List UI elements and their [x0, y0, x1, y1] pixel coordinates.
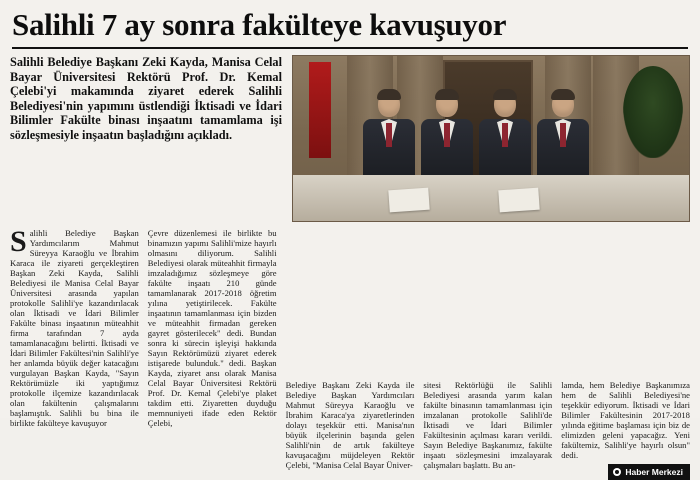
photo-person-head — [494, 91, 516, 117]
column-photo-offset — [561, 228, 690, 380]
column-photo-offset — [286, 228, 415, 380]
photo-document — [388, 188, 429, 213]
article-column-text: Belediye Başkanı Zeki Kayda ile Belediye Başkan Yardımcıları Mahmut Süreyya Karaoğlu ve İbrahim Karaca'ya ziyaretlerinden dolayı teşekkür etti. Manisa'nın büyük ilçelerinin başında gelen Salihli'nin de artık fakülteye kavuşacağını müjdeleyen Rektör Çelebi, "Manisa Celal Bayar Üniver- — [285, 380, 415, 470]
article-column-text: sitesi Rektörlüğü ile Salihli Belediyesi arasında yarım kalan fakülte binasının tamamlanması için imzalanan protokolle Salihli'de İktisadi ve İdari Bilimler Fakültesinin açılması kararı verildi. Sayın Belediye Başkanımız, fakülte inşaatı sözleşmesini imzalayarak çalışmaları başlattı. Bu an- — [423, 380, 553, 470]
photo-person-head — [552, 91, 574, 117]
photo-person-hair — [435, 89, 459, 100]
article-column: Çevre düzenlemesi ile birlikte bu binamızın yapımı Salihli'mize hayırlı olmasını diliyorum. Salihli Belediyesi olarak müteahhit firmayla imzaladığımız sözleşmeye göre fakülte inşaatı 210 günde tamamlanarak 2017-2018 öğretim yılına yetiştirilecek. Fakülte inşaatının tamamlanması için bizden ve müteahhit firmadan gereken gayret gösterilecek" dedi. Bundan sonra ki sürecin işleyişi hakkında Sayın Rektörümüzü ziyaret ederek istişarede bulunduk." dedi. Başkan Kayda, ziyaret ansı olarak Manisa Celal Bayar Üniversitesi Rektörü Prof. Dr. Kemal Çelebi'ye plaket takdim etti. Ziyaretten duyduğu memnuniyeti ifade eden Rektör Çelebi, — [147, 228, 277, 428]
photo-person — [421, 91, 473, 181]
photo-person-hair — [377, 89, 401, 100]
photo-person-hair — [493, 89, 517, 100]
flag-icon — [309, 62, 331, 158]
photo-person-tie — [386, 123, 392, 147]
photo-table — [293, 175, 689, 221]
article-photo — [292, 55, 690, 222]
photo-person-tie — [444, 123, 450, 147]
photo-document — [498, 188, 539, 213]
photo-person-body — [479, 119, 531, 181]
photo-person — [537, 91, 589, 181]
article-column-text: lamda, hem Belediye Başkanımıza hem de Salihli Belediyesi'ne teşekkür ediyorum. İktisadi ve İdari Bilimler Fakültesinin 2017-2018 yılında eğitime başlaması için biz de elimizden geleni yapacağız. Yeni fakültemiz, Salihli'ye hayırlı olsun" dedi. — [561, 380, 690, 460]
lead-and-photo-row — [10, 55, 690, 222]
photo-person — [363, 91, 415, 181]
dot-icon — [613, 468, 621, 476]
article-column — [423, 228, 552, 480]
article-column: Salihli Belediye Başkan Yardımcılarım Mahmut Süreyya Karaoğlu ve İbrahim Karaca ile ziyareti gerçekleştiren Başkan Zeki Kayda, Salihli Belediyesi ile Manisa Celal Bayar Üniversitesi arasında yapılan protokolle Salihli'ye kazandırılacak olan İktisadi ve İdari Bilimler Fakülte binası inşaatının müteahhit firma tarafından 7 ayda tamamlanacağını belirtti. İktisadi ve İdari Bilimler Fakültesi'nin Salihli'ye her anlamda büyük değer katacağını vurgulayan Başkan Kayda, "Sayın Rektörümüzle iki yaptığımız protokolle ilçemize kazandırılacak olan fakültenin çalışmalarını başlamıştık. Salihli bu bina ile birlikte fakülteye kavuşuyor — [10, 225, 139, 428]
column-photo-offset — [423, 228, 552, 380]
lead-paragraph: Salihli Belediye Başkanı Zeki Kayda, Manisa Celal Bayar Üniversitesi Rektörü Prof. Dr. Kemal Çelebi'yi makamında ziyaret ederek Salihli Belediyesi'nin yapımını üstlendiği İktisadi ve İdari Bilimler Fakülte binası inşaatını tamamlama işi sözleşmesiyle inşaatın başladığını açıkladı. — [10, 55, 282, 142]
photo-person-hair — [551, 89, 575, 100]
photo-person-tie — [502, 123, 508, 147]
article-column — [286, 228, 415, 480]
headline-divider — [12, 47, 688, 49]
byline-label: Haber Merkezi — [625, 467, 683, 477]
photo-person-tie — [560, 123, 566, 147]
photo-person-body — [363, 119, 415, 181]
photo-person-head — [436, 91, 458, 117]
photo-person — [479, 91, 531, 181]
article-column — [561, 228, 690, 480]
photo-person-body — [421, 119, 473, 181]
byline-badge — [608, 464, 690, 480]
photo-person-body — [537, 119, 589, 181]
page-title: Salihli 7 ay sonra fakülteye kavuşuyor — [12, 7, 507, 42]
article-body — [10, 225, 690, 480]
plant-icon — [623, 66, 683, 158]
photo-person-head — [378, 91, 400, 117]
